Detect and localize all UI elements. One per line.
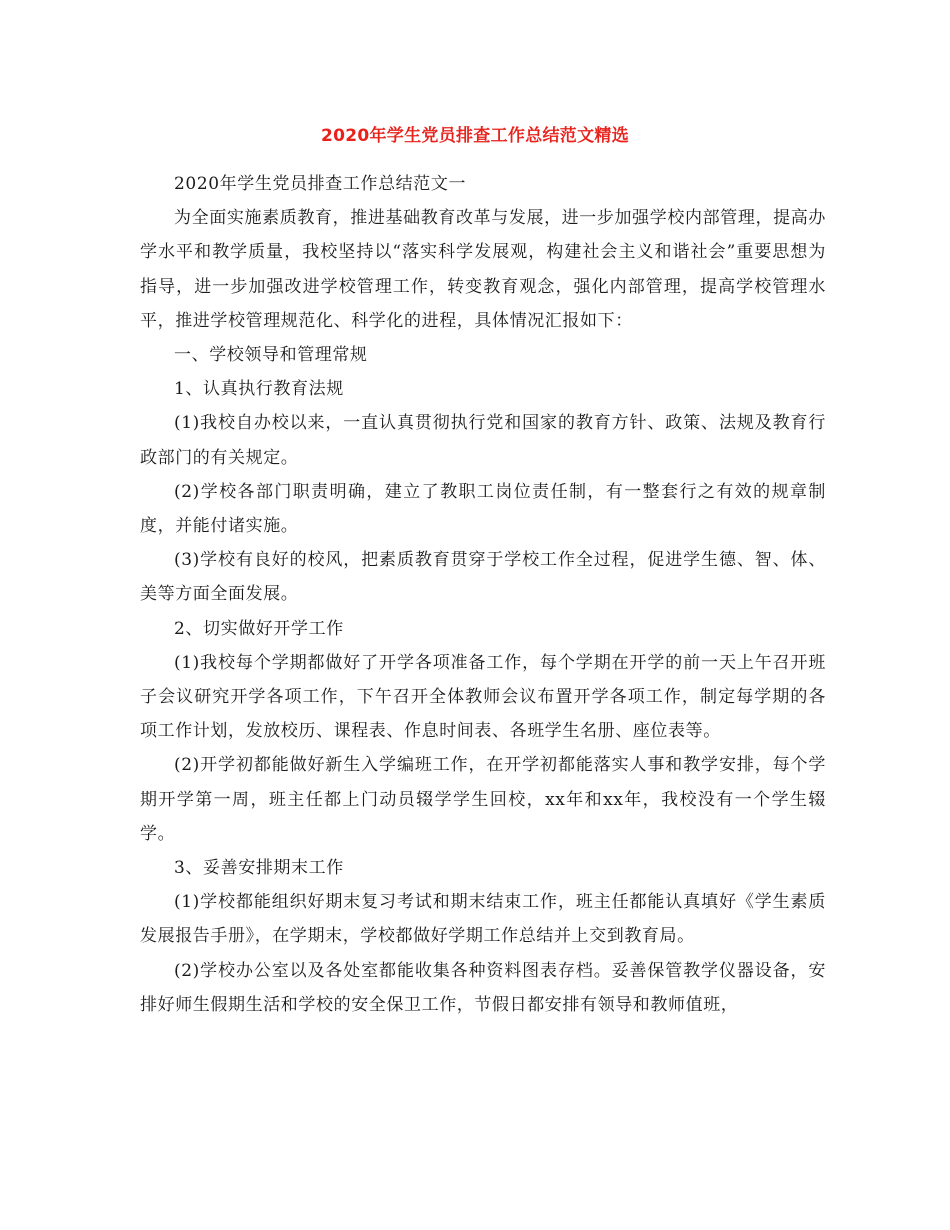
subsection-heading: 2、切实做好开学工作 <box>174 618 344 639</box>
paragraph: (1)我校每个学期都做好了开学各项准备工作，每个学期在开学的前一天上午召开班子会议研究开学各项工作，下午召开全体教师会议布置开学各项工作，制定每学期的各项工作计划，发放校历、课程表、作息时间表、各班学生名册、座位表等。 <box>140 652 826 742</box>
paragraph: 2020年学生党员排查工作总结范文一 <box>174 174 467 194</box>
paragraph: (3)学校有良好的校风，把素质教育贯穿于学校工作全过程，促进学生德、智、体、美等方面全面发展。 <box>140 550 826 605</box>
paragraph: (1)我校自办校以来，一直认真贯彻执行党和国家的教育方针、政策、法规及教育行政部门的有关规定。 <box>140 413 826 468</box>
paragraph: (2)开学初都能做好新生入学编班工作，在开学初都能落实人事和教学安排，每个学期开学第一周，班主任都上门动员辍学学生回校，xx年和xx年，我校没有一个学生辍学。 <box>140 755 826 844</box>
paragraph: (2)学校办公室以及各处室都能收集各种资料图表存档。妥善保管教学仪器设备，安排好师生假期生活和学校的安全保卫工作，节假日都安排有领导和教师值班， <box>140 960 826 1015</box>
section-heading: 一、学校领导和管理常规 <box>174 345 368 366</box>
subsection-heading: 3、妥善安排期末工作 <box>174 858 344 879</box>
subsection-heading: 1、认真执行教育法规 <box>174 379 344 400</box>
document-body <box>140 167 826 1022</box>
paragraph: (2)学校各部门职责明确，建立了教职工岗位责任制，有一整套行之有效的规章制度，并能付诸实施。 <box>140 481 826 537</box>
document-title: 2020年学生党员排查工作总结范文精选 <box>320 126 629 146</box>
paragraph: 为全面实施素质教育，推进基础教育改革与发展，进一步加强学校内部管理，提高办学水平和教学质量，我校坚持以“落实科学发展观，构建社会主义和谐社会”重要思想为指导，进一步加强改进学校管理工作，转变教育观念，强化内部管理，提高学校管理水平，推进学校管理规范化、科学化的进程，具体情况汇报如下： <box>140 208 826 331</box>
paragraph: (1)学校都能组织好期末复习考试和期末结束工作，班主任都能认真填好《学生素质发展报告手册》，在学期末，学校都做好学期工作总结并上交到教育局。 <box>140 892 826 947</box>
